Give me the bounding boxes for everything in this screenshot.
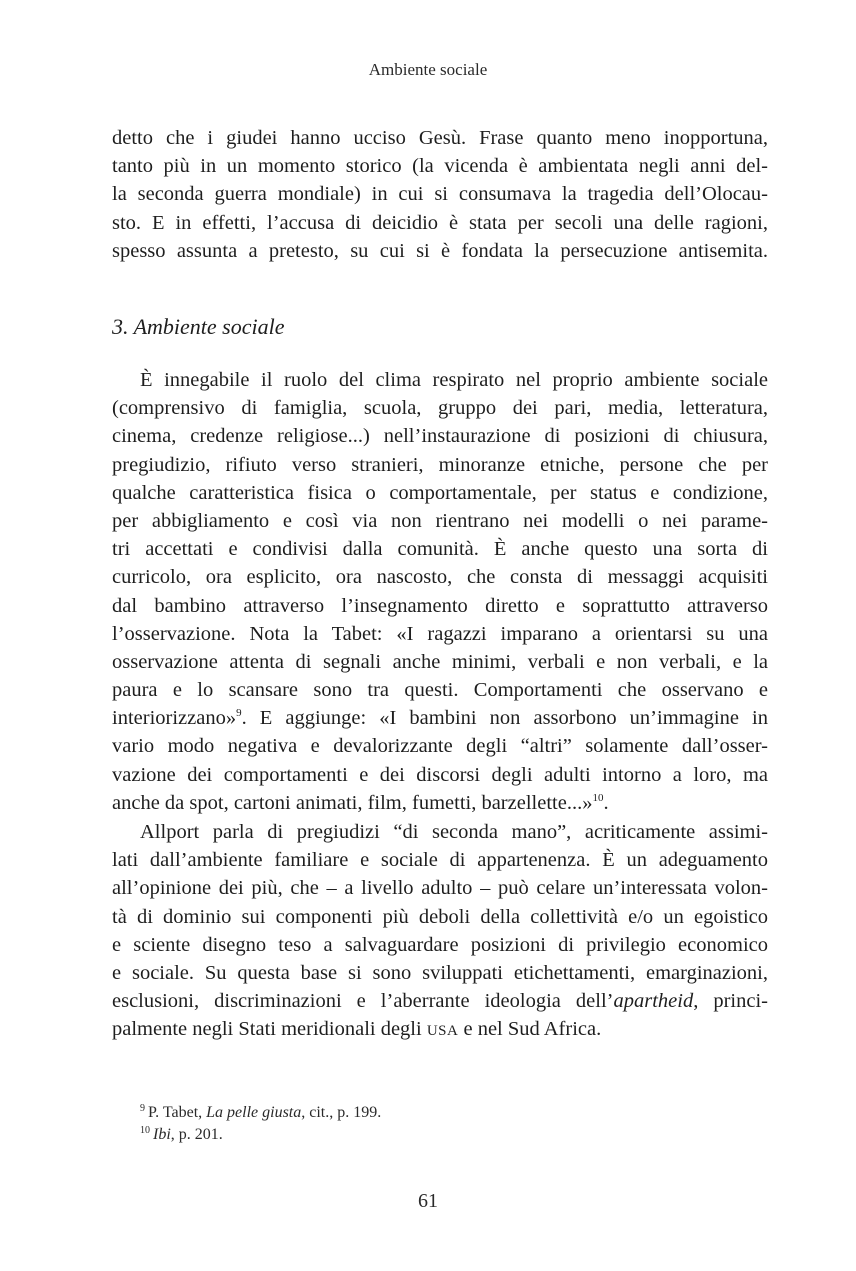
text-span: palmente negli Stati meridionali degli [112,1018,427,1041]
text-line [112,704,768,732]
continuation-paragraph [112,124,768,265]
text-line: qualche caratteristica fisica o comportamentale, per status e condizione, [112,481,768,504]
footnote-author: P. Tabet, [148,1104,207,1121]
text-span: . E aggiunge: «I bambini non assorbono un’immagine in [241,707,768,730]
footnote-title: Ibi [153,1126,171,1143]
text-line: dal bambino attraverso l’insegnamento diretto e soprattutto attraverso [112,594,768,617]
text-line: sto. E in effetti, l’accusa di deicidio è stata per secoli una delle ragioni, [112,211,768,234]
footnote-number: 9 [140,1102,145,1114]
text-span: esclusioni, discriminazioni e l’aberrante ideologia dell’ [112,990,614,1013]
text-line: detto che i giudei hanno ucciso Gesù. Frase quanto meno inopportuna, [112,127,768,149]
text-line [112,987,768,1015]
text-span: , princi- [693,990,768,1013]
text-span: interiorizzano» [112,707,237,730]
text-line: l’osservazione. Nota la Tabet: «I ragazzi imparano a orientarsi su una [112,622,768,645]
text-line: paura e lo scansare sono tra questi. Comportamenti che osservano e [112,679,768,702]
small-caps-abbreviation: USA [426,1023,459,1040]
footnote-number: 10 [140,1124,150,1136]
footnote-10 [140,1124,381,1146]
text-line: la seconda guerra mondiale) in cui si consumava la tragedia dell’Olocau- [112,183,768,206]
text-line: tri accettati e condivisi dalla comunità. È anche questo una sorta di [112,538,768,561]
text-line: cinema, credenze religiose...) nell’instaurazione di posizioni di chiusura, [112,425,768,448]
footnotes [140,1102,381,1146]
text-span: anche da spot, cartoni animati, film, fumetti, barzellette...» [112,791,593,814]
running-header: Ambiente sociale [368,60,488,79]
text-line: È innegabile il ruolo del clima respirato nel proprio ambiente sociale [140,369,768,391]
footnote-ref-10[interactable]: 10 [592,791,604,804]
text-line: curricolo, ora esplicito, ora nascosto, che consta di messaggi acquisiti [112,566,768,589]
text-span: . [603,791,609,814]
text-line [112,1015,768,1043]
text-line: osservazione attenta di segnali anche minimi, verbali e non verbali, e la [112,650,768,673]
text-line: e sociale. Su questa base si sono sviluppati etichettamenti, emarginazioni, [112,961,768,984]
body-paragraph-1 [112,366,768,817]
text-line: (comprensivo di famiglia, scuola, gruppo dei pari, media, letteratura, [112,397,768,420]
footnote-title: La pelle giusta [206,1104,302,1121]
footnote-citation: , p. 201. [170,1126,223,1143]
text-line: lati dall’ambiente familiare e sociale di appartenenza. È un adeguamento [112,849,768,872]
page-number: 61 [418,1190,438,1212]
footnote-ref-9[interactable]: 9 [236,707,242,720]
text-line [112,789,768,817]
italic-term: apartheid [613,990,694,1013]
text-line: per abbigliamento e così via non rientrano nei modelli o nei parame- [112,509,768,532]
body-paragraph-2 [112,818,768,1044]
text-span: e nel Sud Africa. [458,1018,602,1041]
text-line: Allport parla di pregiudizi “di seconda mano”, acriticamente assimi- [140,821,768,843]
text-line: vazione dei comportamenti e dei discorsi degli adulti intorno a loro, ma [112,763,768,786]
footnote-citation: , cit., p. 199. [301,1104,382,1121]
text-line: e sciente disegno teso a salvaguardare posizioni di privilegio economico [112,933,768,956]
text-line: tà di dominio sui componenti più deboli della collettività e/o un egoistico [112,905,768,928]
text-line: vario modo negativa e devalorizzante degli “altri” solamente dall’osser- [112,735,768,758]
text-line: tanto più in un momento storico (la vicenda è ambientata negli anni del- [112,155,768,178]
footnote-9 [140,1102,381,1124]
text-line: pregiudizio, rifiuto verso stranieri, minoranze etniche, persone che per [112,453,768,476]
section-heading: 3. Ambiente sociale [112,314,285,339]
text-line: spesso assunta a pretesto, su cui si è fondata la persecuzione antisemita. [112,239,768,262]
text-line: all’opinione dei più, che – a livello adulto – può celare un’interessata volon- [112,877,768,900]
